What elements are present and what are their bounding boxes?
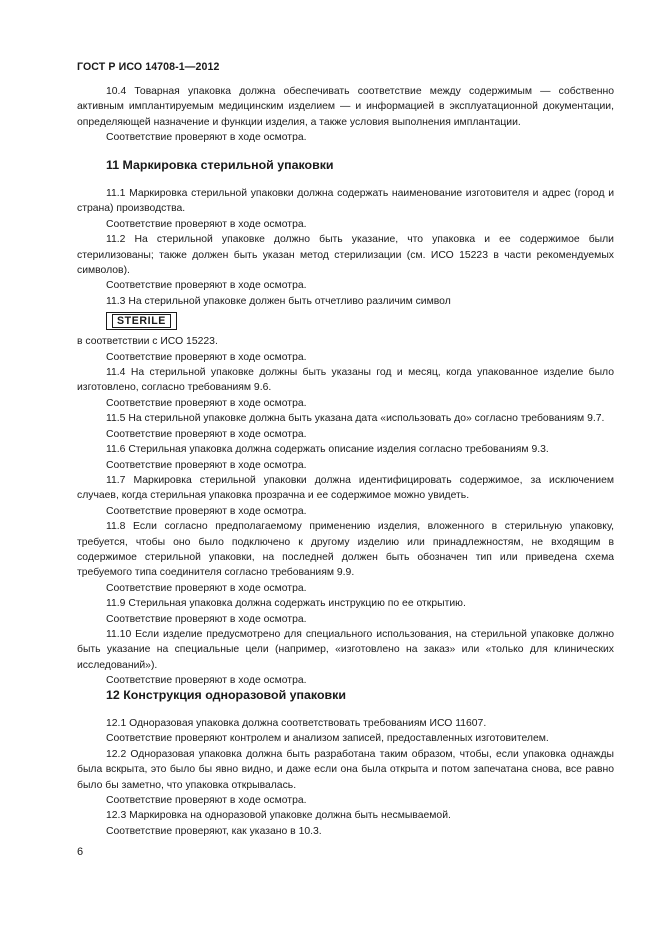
section-12-title: 12 Конструкция одноразовой упаковки (106, 688, 346, 702)
intro-block (77, 84, 614, 146)
paragraph-11-4: 11.4 На стерильной упаковке должны быть указаны год и месяц, когда упакованное изделие было изготовлено, согласно требованиям 9.6. (77, 367, 614, 394)
compliance-note: Соответствие проверяют в ходе осмотра. (106, 505, 307, 517)
compliance-note: Соответствие проверяют в ходе осмотра. (106, 459, 307, 471)
compliance-note: Соответствие проверяют в ходе осмотра. (106, 132, 307, 144)
paragraph-11-2: 11.2 На стерильной упаковке должно быть указание, что упаковка и ее содержимое были стерилизованы; также должен быть указан метод стерилизации (см. ИСО 15223 в части рекомендуемых символов). (77, 234, 614, 277)
paragraph-11-6: 11.6 Стерильная упаковка должна содержать описание изделия согласно требованиям 9.3. (106, 444, 549, 456)
paragraph-11-8: 11.8 Если согласно предполагаемому применению изделия, вложенного в стерильную упаковку, требуется, чтобы оно было подключено к другому изделию или принадлежностям, не входящим в содержимое стерильной упаковки, на последней должен быть обозначен тип или приведена схема требуемого типа соединителя согласно требованиям 9.9. (77, 521, 614, 579)
compliance-note: Соответствие проверяют в ходе осмотра. (106, 675, 307, 687)
paragraph-11-5: 11.5 На стерильной упаковке должна быть указана дата «использовать до» согласно требованиям 9.7. (106, 413, 605, 425)
paragraph-12-3: 12.3 Маркировка на одноразовой упаковке должна быть несмываемой. (106, 810, 451, 822)
compliance-note: Соответствие проверяют, как указано в 10.3. (106, 825, 322, 837)
paragraph-10-4: 10.4 Товарная упаковка должна обеспечивать соответствие между содержимым — собственно активным имплантируемым медицинским изделием — и информацией в эксплуатационной документации, определяющей назначение и функции изделия, а также условия выполнения имплантации. (77, 86, 614, 128)
section-11-heading-block (77, 157, 614, 173)
paragraph-12-1: 12.1 Одноразовая упаковка должна соответствовать требованиям ИСО 11607. (106, 718, 487, 729)
document-id-header: ГОСТ Р ИСО 14708-1—2012 (77, 61, 220, 73)
compliance-note: Соответствие проверяют в ходе осмотра. (106, 397, 307, 409)
compliance-note: Соответствие проверяют в ходе осмотра. (106, 582, 307, 594)
section-11-body (77, 186, 614, 689)
compliance-note: Соответствие проверяют в ходе осмотра. (106, 428, 307, 440)
compliance-note: Соответствие проверяют в ходе осмотра. (106, 795, 307, 807)
compliance-note: Соответствие проверяют в ходе осмотра. (106, 280, 307, 292)
symbol-standard-reference: в соответствии с ИСО 15223. (77, 336, 218, 348)
compliance-note: Соответствие проверяют в ходе осмотра. (106, 351, 307, 363)
paragraph-12-2: 12.2 Одноразовая упаковка должна быть разработана таким образом, чтобы, если упаковка однажды была вскрыта, это было бы явно видно, и даже если она была открыта и потом запечатана снова, все равно было бы заметно, что упаковка открывалась. (77, 748, 614, 791)
compliance-note: Соответствие проверяют контролем и анализом записей, предоставленных изготовителем. (106, 733, 549, 745)
paragraph-11-7: 11.7 Маркировка стерильной упаковки должна идентифицировать содержимое, за исключением случаев, когда стерильная упаковка прозрачна и ее содержимое можно увидеть. (77, 474, 614, 502)
sterile-symbol (106, 312, 177, 330)
section-12-heading-block (77, 687, 614, 703)
compliance-note: Соответствие проверяют в ходе осмотра. (106, 613, 307, 625)
paragraph-11-10: 11.10 Если изделие предусмотрено для специального использования, на стерильной упаковке должно быть указание на специальные цели (например, «изготовлено на заказ» или «только для клинических исследований»). (77, 628, 614, 671)
page-number: 6 (77, 846, 84, 858)
paragraph-11-1: 11.1 Маркировка стерильной упаковки должна содержать наименование изготовителя и адрес (город и страна) производства. (77, 188, 614, 215)
section-11-title: 11 Маркировка стерильной упаковки (106, 158, 334, 172)
compliance-note: Соответствие проверяют в ходе осмотра. (106, 218, 307, 230)
sterile-symbol-label: STERILE (112, 314, 171, 328)
section-12-body (77, 716, 614, 839)
paragraph-11-9: 11.9 Стерильная упаковка должна содержать инструкцию по ее открытию. (106, 598, 466, 610)
paragraph-11-3: 11.3 На стерильной упаковке должен быть отчетливо различим символ (106, 295, 451, 307)
